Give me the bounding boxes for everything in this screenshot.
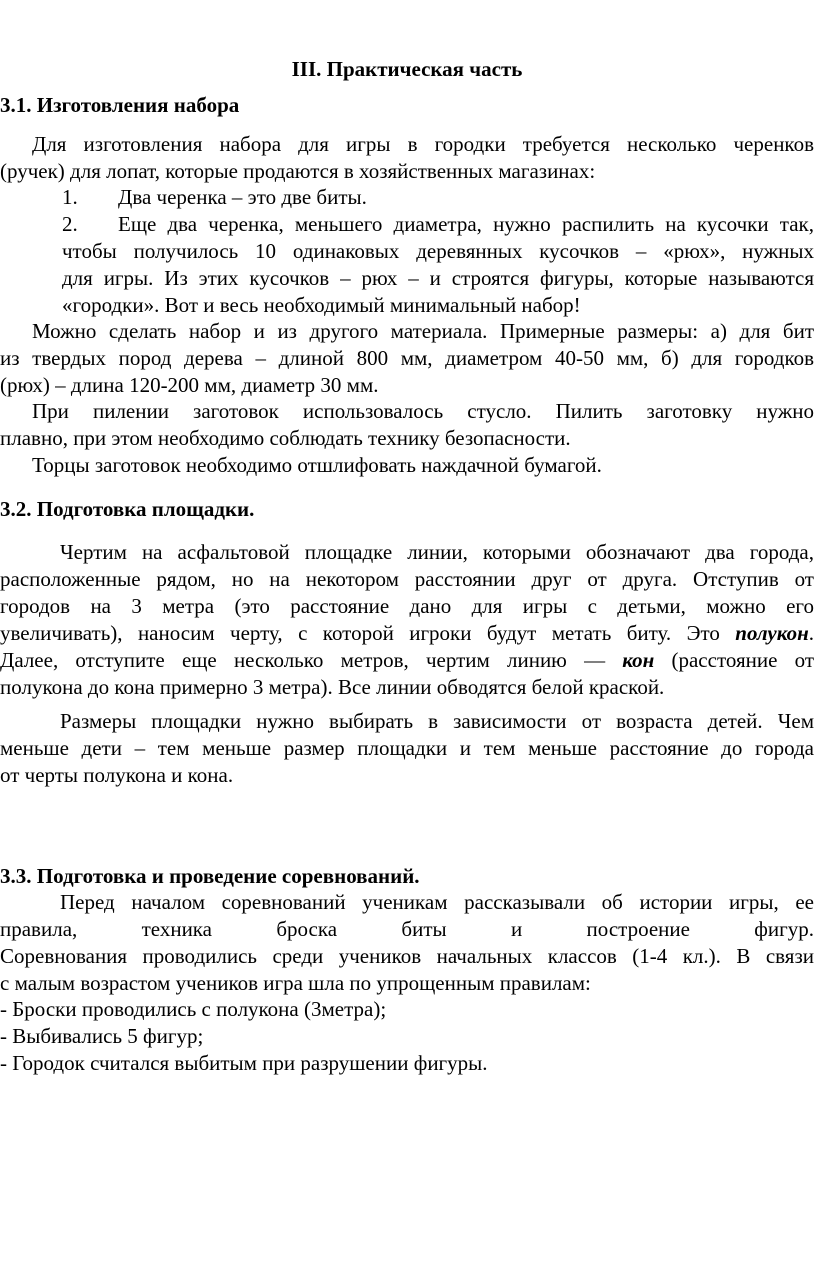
s31-p4: Торцы заготовок необходимо отшлифовать наждачной бумагой. <box>32 453 602 477</box>
s32-p1-line1: Чертим на асфальтовой площадке линии, которыми обозначают два города, <box>60 540 814 564</box>
section-heading-3-3: 3.3. Подготовка и проведение соревнований. <box>0 864 420 888</box>
s32-p1-line3: городов на 3 метра (это расстояние дано для игры с детьми, можно его <box>0 594 814 618</box>
page-title: III. Практическая часть <box>291 57 523 81</box>
list-item-2-number: 2. <box>62 212 78 236</box>
list-item-1-number: 1. <box>62 185 78 209</box>
s33-p1-line3: Соревнования проводились среди учеников начальных классов (1-4 кл.). В связи <box>0 944 814 968</box>
term-kon: кон <box>622 648 655 672</box>
section-heading-3-2: 3.2. Подготовка площадки. <box>0 497 255 521</box>
s31-p1-line2: (ручек) для лопат, которые продаются в хозяйственных магазинах: <box>0 159 596 183</box>
s31-p3-line1: При пилении заготовок использовалось стусло. Пилить заготовку нужно <box>32 399 814 423</box>
s32-p1-line2: расположенные рядом, но на некотором расстоянии друг от друга. Отступив от <box>0 567 814 591</box>
list-item-2-line4: «городки». Вот и весь необходимый минимальный набор! <box>62 293 581 317</box>
dash: — <box>584 648 606 672</box>
s31-p2-line1: Можно сделать набор и из другого материала. Примерные размеры: а) для бит <box>32 319 814 343</box>
s31-p3-line2: плавно, при этом необходимо соблюдать технику безопасности. <box>0 426 571 450</box>
term-polukon: полукон <box>735 621 809 645</box>
s31-p1-line1: Для изготовления набора для игры в городки требуется несколько черенков <box>32 132 814 156</box>
s32-p1-line6: полукона до кона примерно 3 метра). Все линии обводятся белой краской. <box>0 675 665 699</box>
s33-p1-line4: с малым возрастом учеников игра шла по упрощенным правилам: <box>0 971 591 995</box>
rule-item-1: - Броски проводились с полукона (3метра); <box>0 997 387 1021</box>
s32-p2-line2: меньше дети – тем меньше размер площадки и тем меньше расстояние до города <box>0 736 814 760</box>
s32-p2-line3: от черты полукона и кона. <box>0 763 234 787</box>
list-item-2-line3: для игры. Из этих кусочков – рюх – и строятся фигуры, которые называются <box>62 266 814 290</box>
list-item-2-line2: чтобы получилось 10 одинаковых деревянных кусочков – «рюх», нужных <box>62 239 814 263</box>
s32-p2-line1: Размеры площадки нужно выбирать в зависимости от возраста детей. Чем <box>60 709 814 733</box>
rule-item-2: - Выбивались 5 фигур; <box>0 1024 204 1048</box>
s31-p2-line3: (рюх) – длина 120-200 мм, диаметр 30 мм. <box>0 373 379 397</box>
section-heading-3-1: 3.1. Изготовления набора <box>0 93 240 117</box>
list-item-1-text: Два черенка – это две биты. <box>118 185 367 209</box>
s33-p1-line1: Перед началом соревнований ученикам рассказывали об истории игры, ее <box>60 890 814 914</box>
s33-p1-line2: правила, техника броска биты и построение фигур. <box>0 917 814 941</box>
s31-p2-line2: из твердых пород дерева – длиной 800 мм, диаметром 40-50 мм, б) для городков <box>0 346 814 370</box>
s32-p1-line5: Далее, отступите еще несколько метров, чертим линию — кон (расстояние от <box>0 648 814 672</box>
s32-p1-line4: увеличивать), наносим черту, с которой игроки будут метать биту. Это полукон. <box>0 621 814 645</box>
list-item-2-line1: Еще два черенка, меньшего диаметра, нужно распилить на кусочки так, <box>118 212 814 236</box>
rule-item-3: - Городок считался выбитым при разрушении фигуры. <box>0 1051 488 1075</box>
